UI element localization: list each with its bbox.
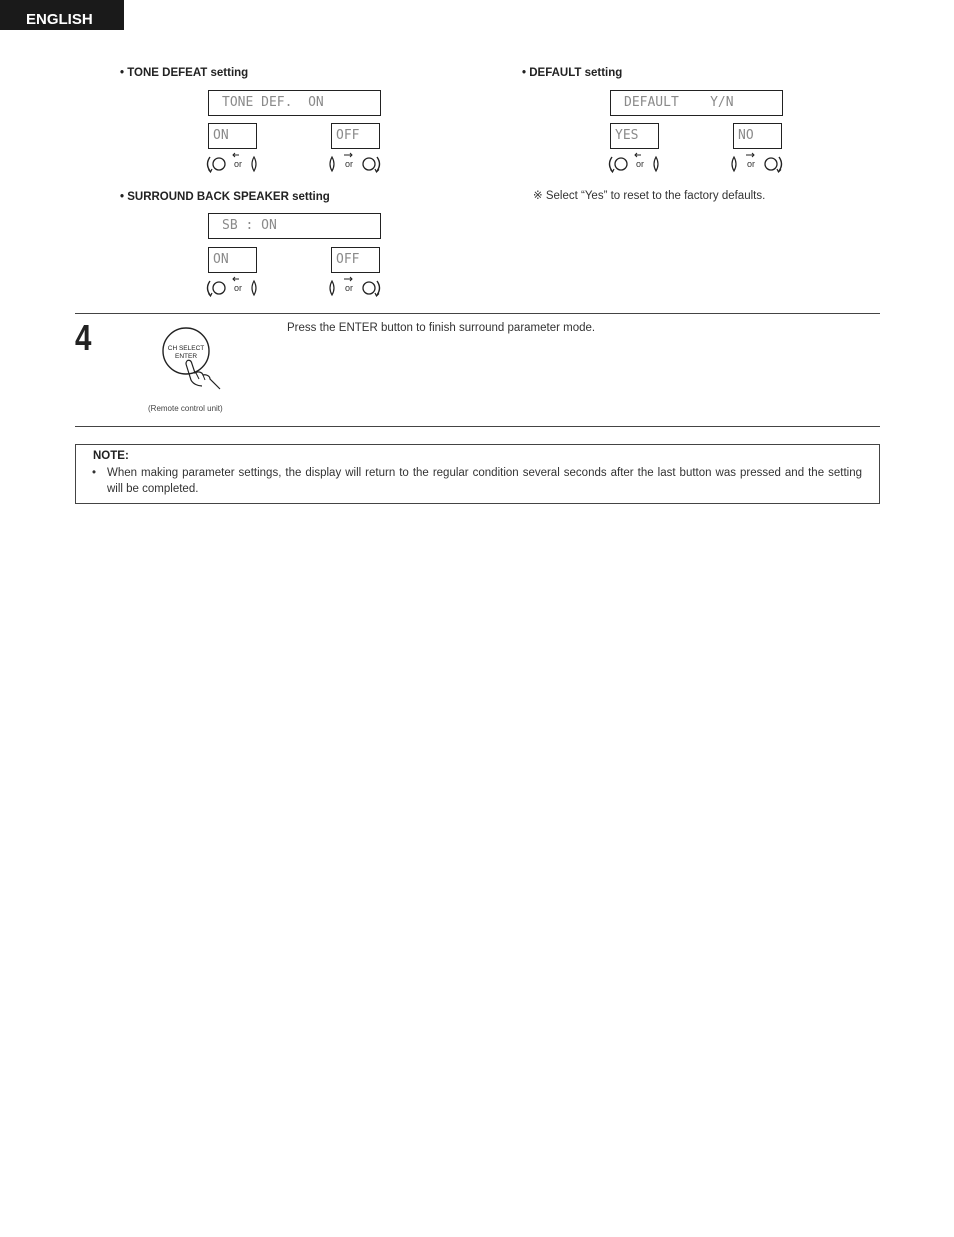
tone-defeat-on-display: ON [208, 123, 257, 149]
or-label: or [344, 283, 354, 293]
or-label: or [344, 159, 354, 169]
divider-bottom [75, 426, 880, 427]
note-box [75, 444, 880, 504]
note-title: NOTE: [93, 450, 129, 462]
button-label-line1: CH SELECT [167, 345, 205, 352]
rotate-left-control-icon [204, 152, 260, 176]
divider-top [75, 313, 880, 314]
default-no-display: NO [733, 123, 782, 149]
note-bullet: • [92, 467, 97, 479]
language-tab: ENGLISH [0, 0, 124, 30]
remote-caption: (Remote control unit) [148, 404, 223, 413]
rotate-right-control-icon [326, 152, 382, 176]
step4-instruction: Press the ENTER button to finish surround parameter mode. [287, 322, 596, 334]
tone-defeat-off-display: OFF [331, 123, 380, 149]
or-label: or [233, 159, 243, 169]
surround-back-display: SB : ON [208, 213, 381, 239]
surround-back-on-display: ON [208, 247, 257, 273]
rotate-left-control-icon [606, 152, 662, 176]
surround-back-title: • SURROUND BACK SPEAKER setting [120, 191, 330, 203]
default-setting-title: • DEFAULT setting [522, 67, 623, 79]
step-number: 4 [75, 317, 92, 358]
rotate-right-control-icon [728, 152, 784, 176]
or-label: or [635, 159, 645, 169]
default-yes-display: YES [610, 123, 659, 149]
button-label-line2: ENTER [174, 353, 198, 360]
tone-defeat-display: TONE DEF. ON [208, 90, 381, 116]
tone-defeat-title: • TONE DEFEAT setting [120, 67, 249, 79]
rotate-left-control-icon [204, 276, 260, 300]
note-text: When making parameter settings, the display will return to the regular condition several seconds after the last button was pressed and the setting will be completed. [107, 467, 862, 495]
or-label: or [233, 283, 243, 293]
rotate-right-control-icon [326, 276, 382, 300]
surround-back-off-display: OFF [331, 247, 380, 273]
default-footnote: ※ Select “Yes” to reset to the factory defaults. [533, 190, 766, 202]
or-label: or [746, 159, 756, 169]
default-display: DEFAULT Y/N [610, 90, 783, 116]
remote-enter-button-icon [158, 326, 228, 392]
